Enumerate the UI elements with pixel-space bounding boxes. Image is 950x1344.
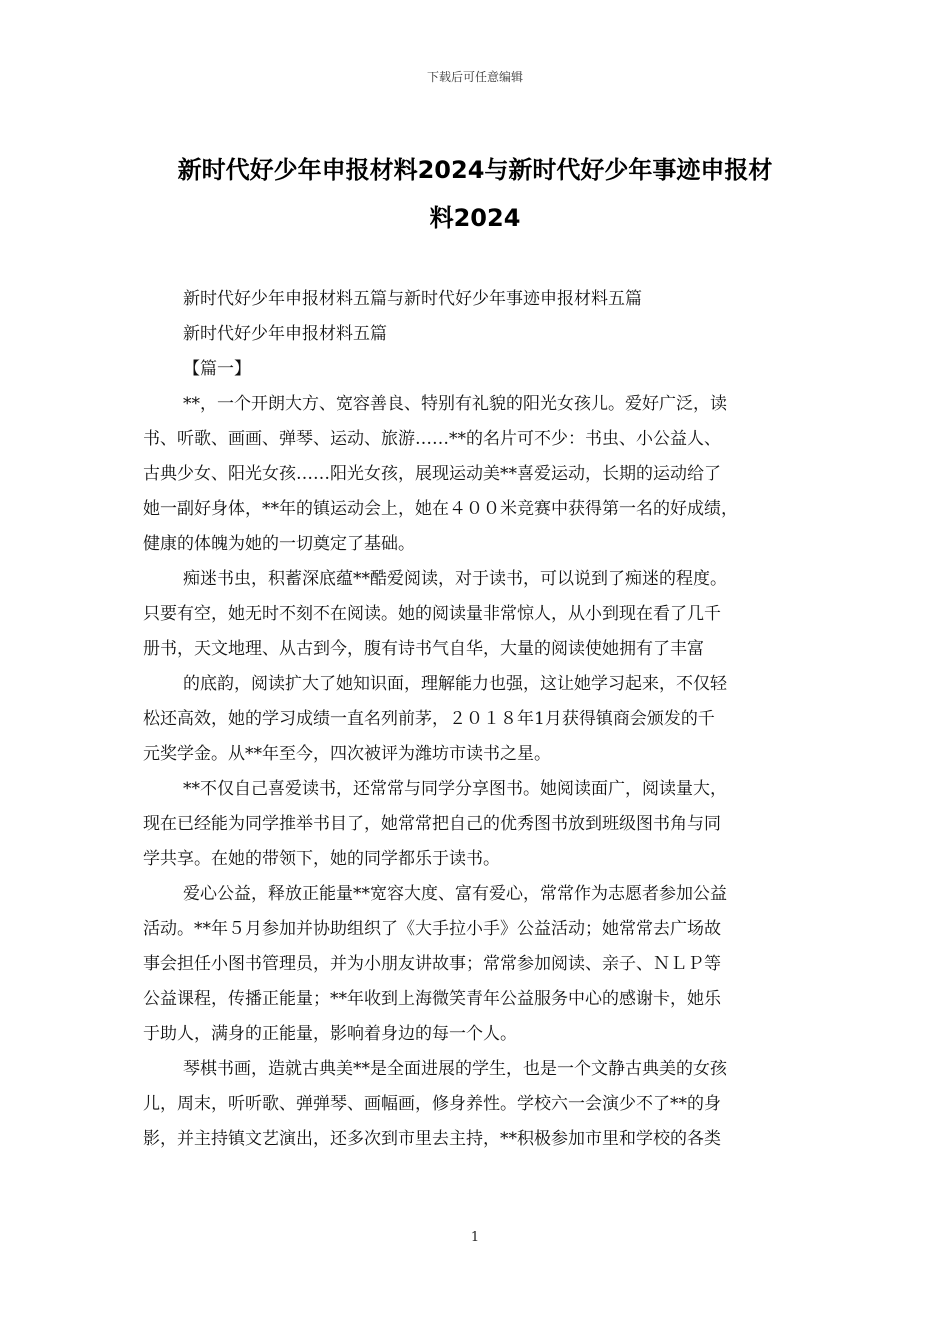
body-line: 现在已经能为同学推举书目了，她常常把自己的优秀图书放到班级图书角与同 (143, 814, 721, 834)
body-line: 册书，天文地理、从古到今，腹有诗书气自华，大量的阅读使她拥有了丰富 (143, 639, 704, 659)
body-line: 事会担任小图书管理员，并为小朋友讲故事；常常参加阅读、亲子、ＮＬＰ等 (143, 954, 721, 974)
body-line: **，一个开朗大方、宽容善良、特别有礼貌的阳光女孩儿。爱好广泛，读 (183, 394, 727, 414)
body-line: 公益课程，传播正能量；**年收到上海微笑青年公益服务中心的感谢卡，她乐 (143, 989, 721, 1009)
body-line: 书、听歌、画画、弹琴、运动、旅游……**的名片可不少：书虫、小公益人、 (143, 429, 721, 449)
body-line: 学共享。在她的带领下，她的同学都乐于读书。 (143, 849, 500, 869)
body-line: **不仅自己喜爱读书，还常常与同学分享图书。她阅读面广，阅读量大， (183, 779, 727, 799)
body-line: 的底韵，阅读扩大了她知识面，理解能力也强，这让她学习起来，不仅轻 (183, 674, 727, 694)
body-line: 她一副好身体，**年的镇运动会上，她在４００米竞赛中获得第一名的好成绩， (143, 499, 738, 519)
section-heading: 新时代好少年申报材料五篇 (183, 324, 387, 344)
body-line: 痴迷书虫，积蓄深底蕴**酷爱阅读，对于读书，可以说到了痴迷的程度。 (183, 569, 727, 589)
body-line: 古典少女、阳光女孩……阳光女孩，展现运动美**喜爱运动，长期的运动给了 (143, 464, 721, 484)
chapter-label: 【篇一】 (183, 359, 251, 379)
body-line: 于助人，满身的正能量，影响着身边的每一个人。 (143, 1024, 517, 1044)
body-line: 健康的体魄为她的一切奠定了基础。 (143, 534, 415, 554)
document-title (0, 146, 950, 242)
body-line: 只要有空，她无时不刻不在阅读。她的阅读量非常惊人，从小到现在看了几千 (143, 604, 721, 624)
body-line: 琴棋书画，造就古典美**是全面进展的学生，也是一个文静古典美的女孩 (183, 1059, 727, 1079)
document-body (143, 282, 815, 1157)
body-line: 影，并主持镇文艺演出，还多次到市里去主持，**积极参加市里和学校的各类 (143, 1129, 721, 1149)
subtitle-line: 新时代好少年申报材料五篇与新时代好少年事迹申报材料五篇 (183, 289, 642, 309)
header-note: 下载后可任意编辑 (426, 70, 523, 84)
body-line: 活动。**年５月参加并协助组织了《大手拉小手》公益活动；她常常去广场故 (143, 919, 721, 939)
title-line-1: 新时代好少年申报材料2024与新时代好少年事迹申报材 (177, 156, 773, 184)
body-line: 爱心公益，释放正能量**宽容大度、富有爱心，常常作为志愿者参加公益 (183, 884, 727, 904)
page-number: 1 (470, 1230, 480, 1245)
body-line: 松还高效，她的学习成绩一直名列前茅，２０１８年1月获得镇商会颁发的千 (143, 709, 715, 729)
title-line-2: 料2024 (429, 204, 521, 232)
body-line: 儿，周末，听听歌、弹弹琴、画幅画，修身养性。学校六一会演少不了**的身 (143, 1094, 721, 1114)
body-line: 元奖学金。从**年至今，四次被评为潍坊市读书之星。 (143, 744, 551, 764)
